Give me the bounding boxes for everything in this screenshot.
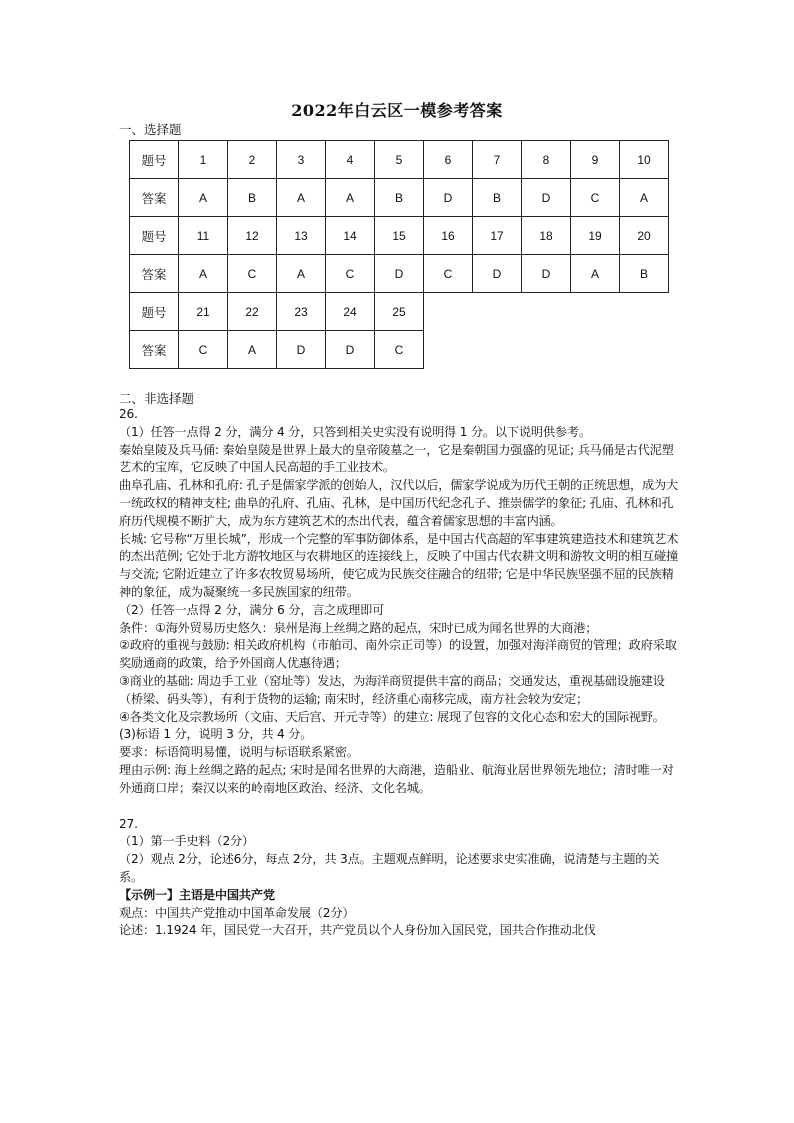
table-row [130,255,669,293]
row-label: 答案 [130,331,179,369]
table-cell: 16 [424,217,473,255]
empty-cell [522,293,571,331]
table-cell: D [424,179,473,217]
table-row [130,331,669,369]
table-cell: C [179,331,228,369]
table-cell: 17 [473,217,522,255]
table-cell: 11 [179,217,228,255]
table-row [130,217,669,255]
empty-cell [620,293,669,331]
table-cell: B [228,179,277,217]
paragraph: 长城: 它号称“万里长城”，形成一个完整的军事防御体系，是中国古代高超的军事建筑建造技术和建筑艺术的杰出范例; 它处于北方游牧地区与农耕地区的连接线上，反映了中国古代农耕文明和游牧文明的相互碰撞与交流; 它附近建立了许多农牧贸易场所，使它成为民族交往融合的纽带; 它是中华民族坚强不屈的民族精神的象征，成为凝聚统一多民族国家的纽带。 [119,531,679,599]
empty-cell [473,293,522,331]
table-cell: 21 [179,293,228,331]
table-cell: 10 [620,141,669,179]
paragraph: （1）任答一点得 2 分，满分 4 分，只答到相关史实没有说明得 1 分。以下说明供参考。 [119,424,591,439]
paragraph: (3)标语 1 分，说明 3 分，共 4 分。 [119,727,313,742]
table-cell: C [375,331,424,369]
paragraph: 秦始皇陵及兵马俑: 秦始皇陵是世界上最大的皇帝陵墓之一，它是秦朝国力强盛的见证; 兵马俑是古代泥塑艺术的宝库，它反映了中国人民高超的手工业技术。 [119,442,674,475]
paragraph: 理由示例: 海上丝绸之路的起点; 宋时是闻名世界的大商港，造船业、航海业居世界领先地位；清时唯一对外通商口岸；秦汉以来的岭南地区政治、经济、文化名城。 [119,762,674,795]
table-cell: 8 [522,141,571,179]
spacer [119,798,679,816]
table-cell: A [326,179,375,217]
table-cell: 24 [326,293,375,331]
paragraph: ②政府的重视与鼓励: 相关政府机构（市舶司、南外宗正司等）的设置，加强对海洋商贸的管理；政府采取奖励通商的政策，给予外国商人优惠待遇； [119,638,677,671]
section-heading-nonchoice: 二、非选择题 [119,391,195,406]
table-cell: C [326,255,375,293]
table-row [130,141,669,179]
answer-table [129,140,669,369]
table-cell: 18 [522,217,571,255]
example-heading: 【示例一】主语是中国共产党 [119,887,275,902]
table-cell: A [571,255,620,293]
paragraph: 观点：中国共产党推动中国革命发展（2分） [119,905,355,920]
empty-cell [473,331,522,369]
table-cell: D [522,179,571,217]
table-cell: 23 [277,293,326,331]
paragraph: （2）任答一点得 2 分，满分 6 分，言之成理即可 [119,602,385,617]
table-cell: B [473,179,522,217]
table-cell: D [375,255,424,293]
table-cell: A [179,179,228,217]
table-cell: A [228,331,277,369]
table-cell: 5 [375,141,424,179]
table-cell: 14 [326,217,375,255]
page-title: 2022年白云区一模参考答案 [291,101,503,120]
row-label: 题号 [130,293,179,331]
table-cell: 22 [228,293,277,331]
paragraph: （2）观点 2分，论述6分，每点 2分，共 3点。主题观点鲜明，论述要求史实准确，说清楚与主题的关系。 [119,852,660,884]
row-label: 答案 [130,255,179,293]
table-cell: 1 [179,141,228,179]
empty-cell [620,331,669,369]
table-cell: 7 [473,141,522,179]
paragraph: ④各类文化及宗教场所（文庙、天后宫、开元寺等）的建立: 展现了包容的文化心态和宏大的国际视野。 [119,709,665,724]
table-cell: 2 [228,141,277,179]
table-cell: D [522,255,571,293]
table-cell: 12 [228,217,277,255]
table-cell: A [277,255,326,293]
row-label: 题号 [130,217,179,255]
table-cell: B [375,179,424,217]
table-cell: D [326,331,375,369]
table-cell: 25 [375,293,424,331]
table-cell: 20 [620,217,669,255]
empty-cell [571,331,620,369]
table-cell: D [473,255,522,293]
paragraph: 要求：标语简明易懂，说明与标语联系紧密。 [119,745,359,760]
table-cell: 3 [277,141,326,179]
paragraph: 曲阜孔庙、孔林和孔府: 孔子是儒家学派的创始人，汉代以后，儒家学说成为历代王朝的正统思想，成为大一统政权的精神支柱; 曲阜的孔府、孔庙、孔林，是中国历代纪念孔子、推崇儒学的象征; 孔庙、孔林和孔府历代规模不断扩大，成为东方建筑艺术的杰出代表，蕴含着儒家思想的丰富内涵。 [119,478,679,528]
row-label: 题号 [130,141,179,179]
table-cell: 15 [375,217,424,255]
table-cell: C [571,179,620,217]
empty-cell [424,293,473,331]
table-cell: A [179,255,228,293]
empty-cell [424,331,473,369]
question-number: 27. [119,816,138,831]
answer-body-text [119,406,679,940]
row-label: 答案 [130,179,179,217]
table-cell: 9 [571,141,620,179]
table-row [130,293,669,331]
paragraph: （1）第一手史料（2分） [119,834,254,849]
table-cell: 13 [277,217,326,255]
question-number: 26. [119,407,138,421]
table-cell: C [228,255,277,293]
table-cell: B [620,255,669,293]
table-cell: A [620,179,669,217]
table-cell: 19 [571,217,620,255]
table-cell: 6 [424,141,473,179]
table-cell: D [277,331,326,369]
table-cell: A [277,179,326,217]
empty-cell [571,293,620,331]
section-heading-choice: 一、选择题 [119,122,182,137]
table-row [130,179,669,217]
paragraph: 论述：1.1924 年，国民党一大召开，共产党员以个人身份加入国民党，国共合作推动北伐 [119,923,596,938]
table-cell: 4 [326,141,375,179]
empty-cell [522,331,571,369]
paragraph: ③商业的基础: 周边手工业（窑址等）发达，为海洋商贸提供丰富的商品；交通发达，重视基础设施建设（桥梁、码头等），有利于货物的运输; 南宋时，经济重心南移完成，南方社会较为安定； [119,673,665,706]
paragraph: 条件：①海外贸易历史悠久：泉州是海上丝绸之路的起点，宋时已成为闻名世界的大商港； [119,620,598,635]
table-cell: C [424,255,473,293]
